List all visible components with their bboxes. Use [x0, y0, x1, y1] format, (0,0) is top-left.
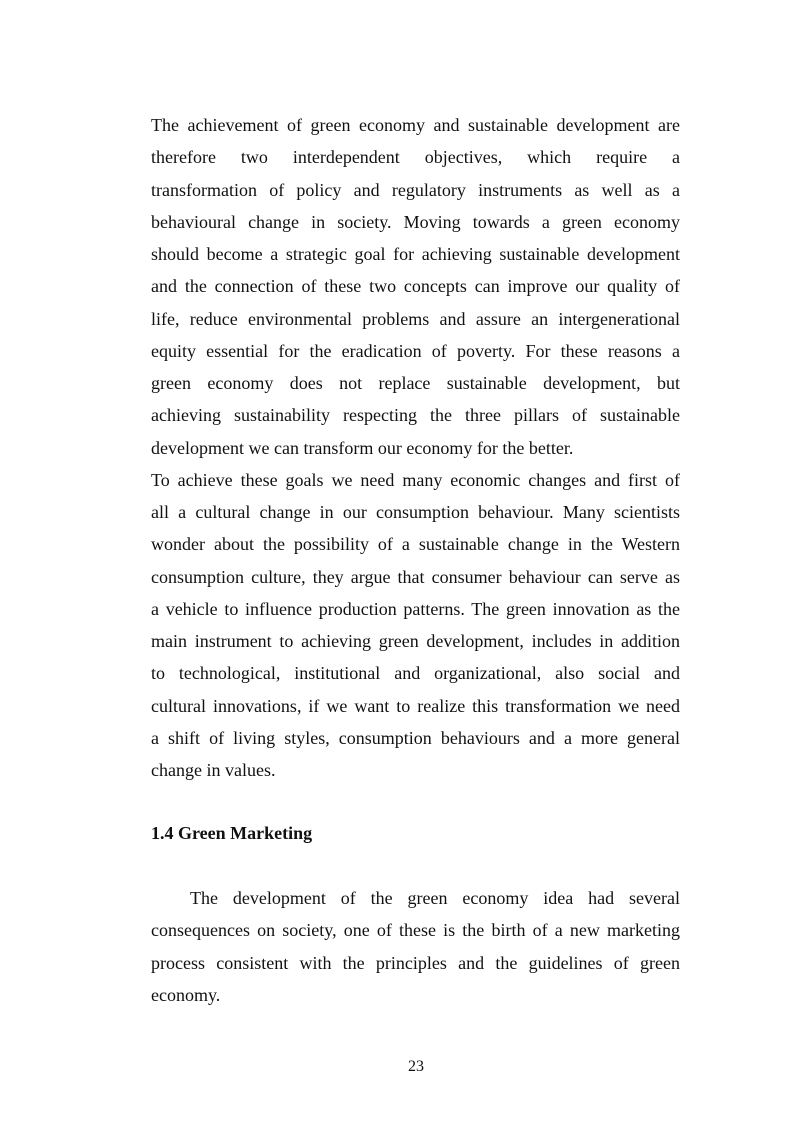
text-line: The development of the green economy idea had several — [190, 888, 680, 908]
body-text — [151, 109, 680, 786]
text-line: a vehicle to influence production patterns. The green innovation as the — [151, 598, 680, 619]
text-line: should become a strategic goal for achieving sustainable development — [151, 244, 680, 264]
text-line: and the connection of these two concepts can improve our quality of — [151, 276, 680, 297]
text-line: life, reduce environmental problems and assure an intergenerational — [151, 308, 680, 329]
text-line: a shift of living styles, consumption behaviours and a more general — [151, 727, 680, 748]
text-line: process consistent with the principles and the guidelines of green — [151, 952, 680, 973]
text-line: to technological, institutional and organizational, also social and — [151, 663, 680, 684]
text-line: cultural innovations, if we want to realize this transformation we need — [151, 695, 680, 716]
text-line: therefore two interdependent objectives, which require a — [151, 147, 680, 168]
section-heading: 1.4 Green Marketing — [151, 823, 313, 843]
text-line: achieving sustainability respecting the three pillars of sustainable — [151, 405, 680, 426]
text-line: To achieve these goals we need many economic changes and first of — [151, 469, 680, 490]
text-line: development we can transform our economy for the better. — [151, 437, 574, 458]
text-line: behavioural change in society. Moving towards a green economy — [151, 211, 680, 232]
paragraph-green-economy — [151, 109, 680, 464]
paragraph-consumption — [151, 464, 680, 787]
paragraph-green-marketing — [151, 882, 680, 1011]
text-line: change in values. — [151, 760, 276, 780]
text-line: consumption culture, they argue that consumer behaviour can serve as — [151, 566, 680, 587]
text-line: equity essential for the eradication of poverty. For these reasons a — [151, 340, 680, 361]
text-line: consequences on society, one of these is the birth of a new marketing — [151, 920, 680, 941]
text-line: main instrument to achieving green development, includes in addition — [151, 631, 680, 651]
text-line: green economy does not replace sustainable development, but — [151, 373, 680, 393]
text-line: The achievement of green economy and sustainable development are — [151, 115, 680, 135]
page-number: 23 — [408, 1058, 424, 1075]
text-line: transformation of policy and regulatory instruments as well as a — [151, 179, 680, 200]
text-line: economy. — [151, 984, 221, 1005]
text-line: all a cultural change in our consumption behaviour. Many scientists — [151, 502, 680, 522]
text-line: wonder about the possibility of a sustainable change in the Western — [151, 534, 680, 555]
